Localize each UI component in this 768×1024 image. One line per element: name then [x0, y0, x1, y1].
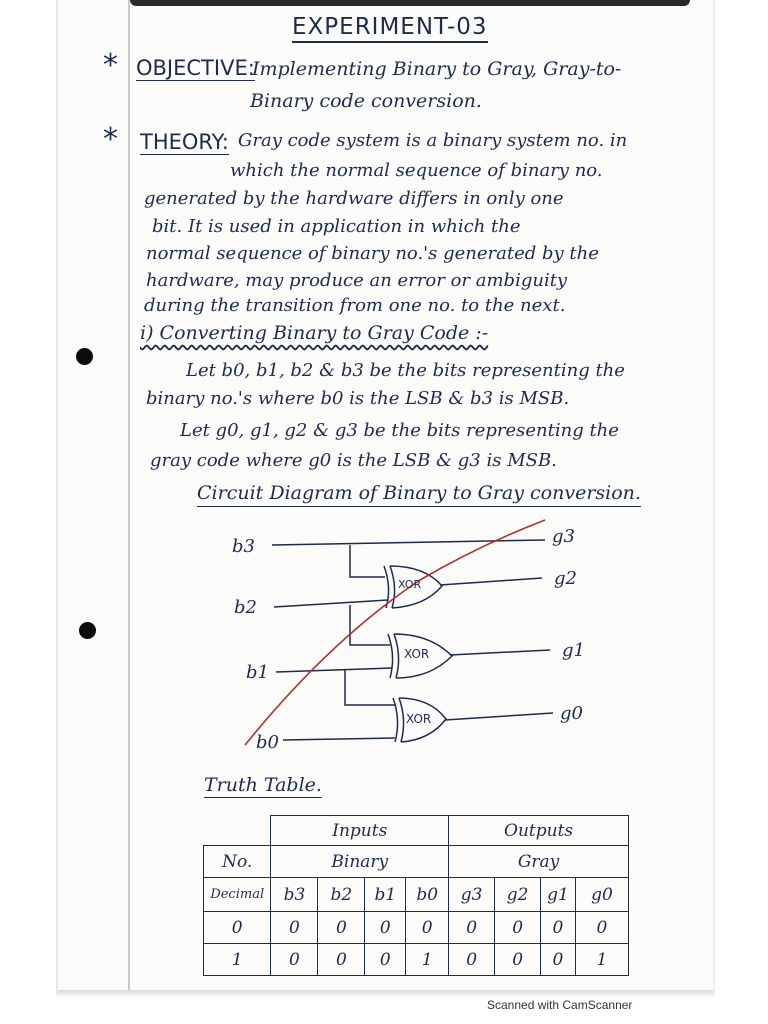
output-label-g1: g1 — [562, 640, 585, 661]
wire-b1-xor3 — [345, 670, 395, 705]
table-cell: 0 — [541, 944, 576, 976]
table-cell: 0 — [365, 912, 406, 944]
input-label-b2: b2 — [234, 597, 257, 618]
xor-gate-label: XOR — [406, 712, 432, 726]
header-no: No. — [204, 846, 271, 878]
input-label-b0: b0 — [256, 732, 279, 753]
page-title: EXPERIMENT-03 — [292, 14, 488, 43]
section-line: Let b0, b1, b2 & b3 be the bits representing the — [186, 360, 625, 381]
table-row — [204, 944, 629, 976]
section-line: gray code where g0 is the LSB & g3 is MSB. — [150, 450, 557, 471]
table-cell: 0 — [406, 912, 449, 944]
theory-line: bit. It is used in application in which the — [152, 216, 521, 237]
column-header: b3 — [271, 878, 318, 912]
truth-table — [203, 815, 629, 976]
output-label-g2: g2 — [554, 568, 577, 589]
section-heading: i) Converting Binary to Gray Code :- — [140, 322, 489, 344]
table-cell: 0 — [541, 912, 576, 944]
column-header: g0 — [575, 878, 628, 912]
table-cell: 1 — [204, 944, 271, 976]
input-label-b3: b3 — [232, 536, 255, 557]
section-line: binary no.'s where b0 is the LSB & b3 is MSB. — [146, 388, 570, 409]
group-header-inputs: Inputs — [271, 816, 449, 846]
bullet-star-icon: * — [103, 122, 118, 157]
table-cell: 0 — [318, 912, 365, 944]
table-row — [204, 912, 629, 944]
circuit-title: Circuit Diagram of Binary to Gray conversion. — [197, 482, 641, 507]
group-header-outputs: Outputs — [449, 816, 629, 846]
theory-line: hardware, may produce an error or ambiguity — [146, 270, 568, 291]
wire-xor3-g0 — [445, 713, 553, 720]
output-label-g3: g3 — [552, 526, 575, 547]
column-header: b2 — [318, 878, 365, 912]
header-binary: Binary — [271, 846, 449, 878]
wire-xor1-g2 — [440, 578, 542, 585]
objective-line: Implementing Binary to Gray, Gray-to- — [252, 58, 622, 80]
header-gray: Gray — [449, 846, 629, 878]
wire-xor2-g1 — [450, 650, 550, 655]
column-header: b0 — [406, 878, 449, 912]
wire-b3-g3 — [272, 540, 545, 545]
table-cell: 1 — [575, 944, 628, 976]
wire-b0-xor3 — [283, 738, 395, 740]
column-header: g1 — [541, 878, 576, 912]
theory-line: which the normal sequence of binary no. — [230, 160, 603, 181]
scanner-watermark: Scanned with CamScanner — [487, 998, 633, 1012]
theory-line: normal sequence of binary no.'s generated by the — [146, 243, 599, 264]
section-line: Let g0, g1, g2 & g3 be the bits representing the — [180, 420, 619, 441]
table-cell: 0 — [271, 912, 318, 944]
xor-gate-label: XOR — [404, 647, 430, 661]
input-label-b1: b1 — [246, 662, 269, 683]
red-diagonal-line — [245, 520, 545, 745]
column-header-row — [204, 878, 629, 912]
theory-label: THEORY: — [140, 130, 229, 154]
table-cell: 0 — [495, 912, 541, 944]
table-cell: 0 — [204, 912, 271, 944]
table-cell: 1 — [406, 944, 449, 976]
theory-line: Gray code system is a binary system no. in — [238, 130, 628, 151]
table-corner — [204, 816, 271, 846]
objective-line: Binary code conversion. — [250, 90, 482, 112]
theory-line: generated by the hardware differs in only one — [144, 188, 564, 209]
column-header: g2 — [495, 878, 541, 912]
wire-b2-xor1 — [274, 600, 388, 607]
truth-table-title: Truth Table. — [204, 774, 322, 796]
table-cell: 0 — [449, 912, 495, 944]
bullet-star-icon: * — [103, 48, 118, 83]
table-cell: 0 — [449, 944, 495, 976]
wire-b3-xor1 — [350, 545, 385, 577]
table-cell: 0 — [365, 944, 406, 976]
objective-label: OBJECTIVE: — [136, 56, 255, 80]
wire-b1-xor2 — [276, 668, 392, 672]
column-header: Decimal — [204, 878, 271, 912]
column-header: b1 — [365, 878, 406, 912]
theory-line: during the transition from one no. to the next. — [144, 295, 566, 316]
table-cell: 0 — [271, 944, 318, 976]
output-label-g0: g0 — [560, 703, 583, 724]
table-cell: 0 — [318, 944, 365, 976]
xor-gate-label: XOR — [398, 578, 422, 591]
table-cell: 0 — [575, 912, 628, 944]
table-cell: 0 — [495, 944, 541, 976]
wire-b2-xor2 — [350, 605, 390, 645]
column-header: g3 — [449, 878, 495, 912]
